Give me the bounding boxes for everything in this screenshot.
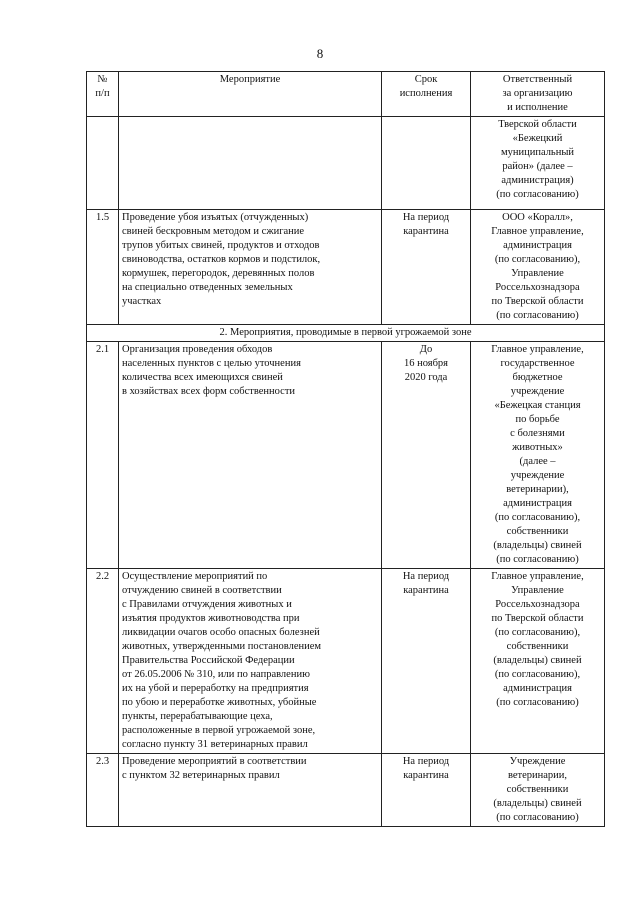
row-responsible: Главное управление, государственное бюджетное учреждение «Бежецкая станция по борьбе с болезнями животных» (далее – учреждение ветеринарии), администрация (по согласованию), собственники (владельцы) свиней (по согласованию) (471, 342, 605, 569)
table-row (87, 754, 605, 827)
row-num: 2.2 (87, 569, 119, 754)
row-activity: Проведение мероприятий в соответствии с пунктом 32 ветеринарных правил (119, 754, 382, 827)
table-row (87, 210, 605, 325)
cont-term (382, 117, 471, 210)
row-responsible: Учреждение ветеринарии, собственники (владельцы) свиней (по согласованию) (471, 754, 605, 827)
continuation-row (87, 117, 605, 210)
row-activity: Осуществление мероприятий по отчуждению свиней в соответствии с Правилами отчуждения животных и изъятия продуктов животноводства при ликвидации очагов особо опасных болезней животных, утвержденными постановлением Правительства Российской Федерации от 26.05.2006 № 310, или по направлению их на убой и переработку на предприятия по убою и переработке животных, убойные пункты, перерабатывающие цеха, расположенные в первой угрожаемой зоне, согласно пункту 31 ветеринарных правил (119, 569, 382, 754)
row-num: 1.5 (87, 210, 119, 325)
page-number: 8 (316, 46, 324, 61)
header-responsible: Ответственный за организацию и исполнение (471, 72, 605, 117)
measures-table (86, 71, 605, 827)
row-activity: Организация проведения обходов населенных пунктов с целью уточнения количества всех имеющихся свиней в хозяйствах всех форм собственности (119, 342, 382, 569)
row-responsible: ООО «Коралл», Главное управление, администрация (по согласованию), Управление Россельхознадзора по Тверской области (по согласованию) (471, 210, 605, 325)
header-activity: Мероприятие (119, 72, 382, 117)
section-title-row (87, 325, 605, 342)
table-row (87, 569, 605, 754)
cont-responsible: Тверской области «Бежецкий муниципальный район» (далее – администрация) (по согласованию) (471, 117, 605, 210)
row-responsible: Главное управление, Управление Россельхознадзора по Тверской области (по согласованию), собственники (владельцы) свиней (по согласованию), администрация (по согласованию) (471, 569, 605, 754)
cont-activity (119, 117, 382, 210)
row-term: До 16 ноября 2020 года (382, 342, 471, 569)
row-term: На период карантина (382, 569, 471, 754)
cont-num (87, 117, 119, 210)
table-header-row (87, 72, 605, 117)
row-activity: Проведение убоя изъятых (отчужденных) свиней бескровным методом и сжигание трупов убитых свиней, продуктов и отходов свиноводства, остатков кормов и подстилок, кормушек, перегородок, деревянных полов на специально отведенных земельных участках (119, 210, 382, 325)
row-term: На период карантина (382, 210, 471, 325)
section-title: 2. Мероприятия, проводимые в первой угрожаемой зоне (87, 325, 605, 342)
table-row (87, 342, 605, 569)
row-num: 2.1 (87, 342, 119, 569)
row-num: 2.3 (87, 754, 119, 827)
header-term: Срок исполнения (382, 72, 471, 117)
header-num: № п/п (87, 72, 119, 117)
row-term: На период карантина (382, 754, 471, 827)
